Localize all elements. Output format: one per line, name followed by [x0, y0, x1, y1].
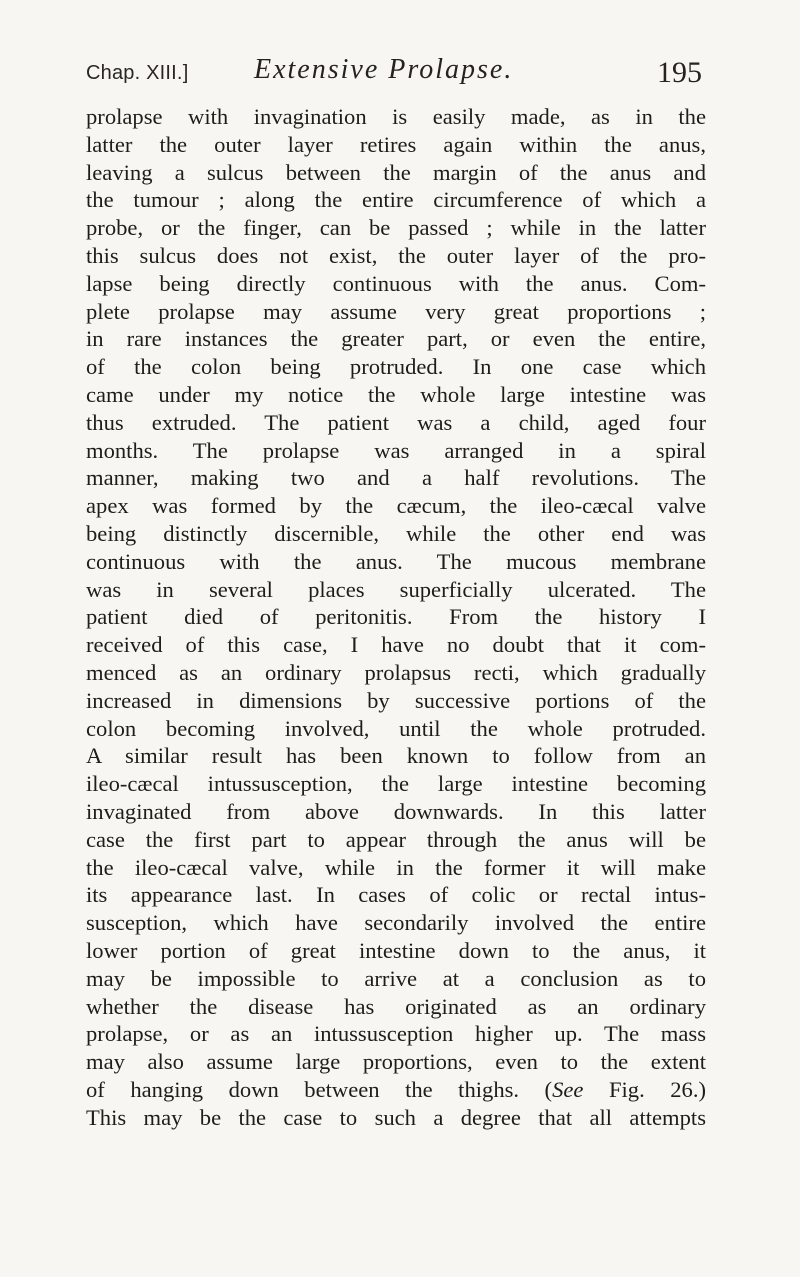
running-head [86, 54, 702, 94]
text-line: invaginated from above downwards. In this latter [86, 798, 706, 824]
text-line: was in several places superficially ulcerated. The [86, 576, 706, 602]
text-line: increased in dimensions by successive portions of the [86, 687, 706, 713]
text-line: may be impossible to arrive at a conclusion as to [86, 965, 706, 991]
text-line: latter the outer layer retires again within the anus, [86, 131, 706, 157]
text-line: menced as an ordinary prolapsus recti, which gradually [86, 659, 706, 685]
text-line: may also assume large proportions, even to the extent [86, 1049, 706, 1075]
text-line: ileo-cæcal intussusception, the large intestine becoming [86, 771, 706, 797]
text-line: thus extruded. The patient was a child, aged four [86, 409, 706, 435]
text-line: susception, which have secondarily involved the entire [86, 910, 706, 936]
text-line: prolapse, or as an intussusception higher up. The mass [86, 1021, 706, 1047]
text-line: leaving a sulcus between the margin of the anus and [86, 159, 706, 185]
page-number: 195 [657, 56, 702, 89]
text-line: whether the disease has originated as an ordinary [86, 993, 706, 1019]
text-line: continuous with the anus. The mucous membrane [86, 548, 706, 574]
text-line: its appearance last. In cases of colic or rectal intus- [86, 882, 706, 908]
text-line: received of this case, I have no doubt that it com- [86, 632, 706, 658]
see-emphasis: See [552, 1076, 584, 1102]
text-line: plete prolapse may assume very great proportions ; [86, 298, 706, 324]
text-line: being distinctly discernible, while the other end was [86, 520, 706, 546]
body-text [86, 103, 706, 1131]
text-line: apex was formed by the cæcum, the ileo-cæcal valve [86, 493, 706, 519]
text-line: patient died of peritonitis. From the history I [86, 604, 706, 630]
text-line: in rare instances the greater part, or even the entire, [86, 326, 706, 352]
text-line: manner, making two and a half revolutions. The [86, 465, 706, 491]
text-line: lapse being directly continuous with the anus. Com- [86, 270, 706, 296]
text-line: this sulcus does not exist, the outer layer of the pro- [86, 242, 706, 268]
text-line: probe, or the finger, can be passed ; while in the latter [86, 215, 706, 241]
chapter-label: Chap. XIII.] [86, 62, 189, 84]
text-line: prolapse with invagination is easily made, as in the [86, 104, 706, 129]
text-line: the ileo-cæcal valve, while in the former it will make [86, 854, 706, 880]
text-line: This may be the case to such a degree that all attempts [86, 1104, 706, 1130]
text-line: of the colon being protruded. In one case which [86, 354, 706, 380]
running-title: Extensive Prolapse. [254, 54, 514, 85]
text-line: the tumour ; along the entire circumference of which a [86, 187, 706, 213]
text-line: lower portion of great intestine down to the anus, it [86, 937, 706, 963]
text-line: months. The prolapse was arranged in a spiral [86, 437, 706, 463]
text-line: colon becoming involved, until the whole protruded. [86, 715, 706, 741]
text-line: of hanging down between the thighs. (See Fig. 26.) [86, 1076, 706, 1102]
text-line: A similar result has been known to follow from an [86, 743, 706, 769]
text-line: case the first part to appear through the anus will be [86, 826, 706, 852]
text-line: came under my notice the whole large intestine was [86, 381, 706, 407]
